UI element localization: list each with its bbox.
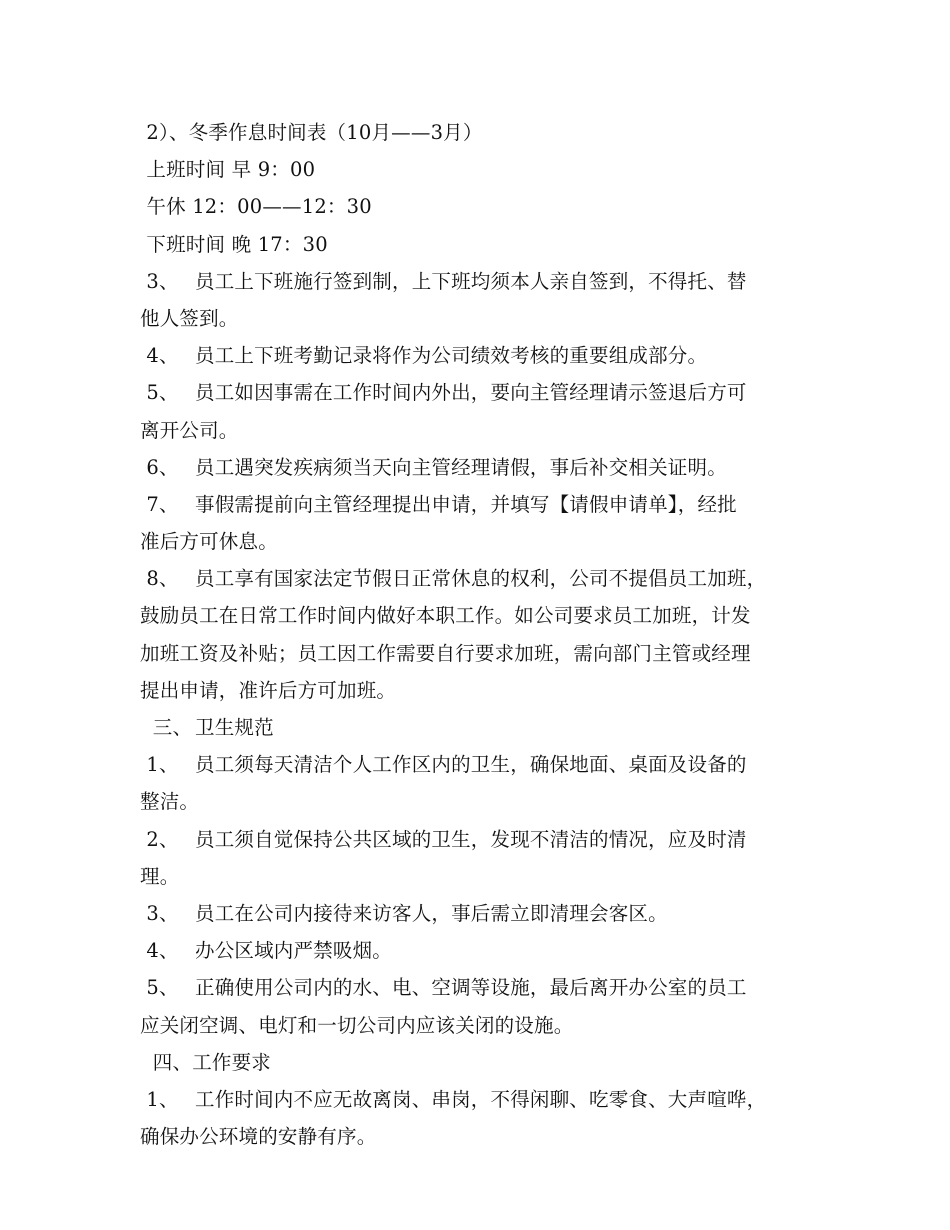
text-line: 午休 12：00——12：30 bbox=[140, 195, 372, 219]
item-number: 8、 bbox=[140, 567, 179, 591]
item-text-continued: 他人签到。 bbox=[140, 306, 239, 330]
list-item bbox=[140, 746, 820, 783]
item-text-continued: 准后方可休息。 bbox=[140, 530, 278, 554]
list-item bbox=[140, 449, 820, 486]
list-item bbox=[140, 486, 820, 523]
item-text: 员工上下班考勤记录将作为公司绩效考核的重要组成部分。 bbox=[195, 344, 708, 368]
list-item bbox=[140, 374, 820, 411]
item-text-continued: 整洁。 bbox=[140, 790, 200, 814]
item-text-continued: 提出申请，准许后方可加班。 bbox=[140, 678, 397, 702]
item-text-continued: 加班工资及补贴；员工因工作需要自行要求加班，需向部门主管或经理 bbox=[140, 641, 751, 665]
item-text-continued: 应关闭空调、电灯和一切公司内应该关闭的设施。 bbox=[140, 1013, 574, 1037]
list-item bbox=[140, 560, 820, 597]
text-line: 2）、冬季作息时间表（10月——3月） bbox=[140, 121, 483, 144]
item-text: 员工须自觉保持公共区域的卫生，发现不清洁的情况，应及时清 bbox=[195, 827, 747, 851]
item-text: 员工享有国家法定节假日正常休息的权利，公司不提倡员工加班， bbox=[195, 567, 767, 591]
list-item bbox=[140, 263, 820, 300]
text-line: 上班时间 早 9：00 bbox=[140, 158, 316, 182]
item-number: 3、 bbox=[140, 269, 179, 293]
item-text: 员工遇突发疾病须当天向主管经理请假，事后补交相关证明。 bbox=[195, 455, 727, 479]
list-item bbox=[140, 969, 820, 1006]
section-title: 卫生规范 bbox=[195, 716, 274, 739]
item-number: 7、 bbox=[140, 492, 179, 516]
list-item bbox=[140, 821, 820, 858]
item-number: 4、 bbox=[140, 344, 179, 368]
item-text: 正确使用公司内的水、电、空调等设施，最后离开办公室的员工 bbox=[195, 976, 747, 1000]
item-number: 4、 bbox=[140, 939, 179, 963]
item-text: 员工上下班施行签到制，上下班均须本人亲自签到，不得托、替 bbox=[195, 269, 747, 293]
document-body bbox=[140, 114, 820, 1155]
item-number: 3、 bbox=[140, 901, 179, 925]
item-text-continued: 理。 bbox=[140, 864, 180, 888]
list-item bbox=[140, 895, 820, 932]
item-number: 1、 bbox=[140, 753, 179, 777]
text-line: 下班时间 晚 17：30 bbox=[140, 232, 328, 256]
list-item bbox=[140, 932, 820, 969]
section-number: 三、 bbox=[140, 716, 193, 739]
item-number: 2、 bbox=[140, 827, 179, 851]
item-text: 员工须每天清洁个人工作区内的卫生，确保地面、桌面及设备的 bbox=[195, 753, 747, 777]
item-text: 员工在公司内接待来访客人，事后需立即清理会客区。 bbox=[195, 901, 668, 925]
item-text: 工作时间内不应无故离岗、串岗，不得闲聊、吃零食、大声喧哗， bbox=[195, 1087, 767, 1111]
section-heading: 四、工作要求 bbox=[140, 1050, 271, 1074]
item-text-continued: 鼓励员工在日常工作时间内做好本职工作。如公司要求员工加班，计发 bbox=[140, 604, 751, 628]
item-text-continued: 确保办公环境的安静有序。 bbox=[140, 1125, 377, 1149]
item-text: 事假需提前向主管经理提出申请，并填写【请假申请单】，经批 bbox=[195, 492, 737, 516]
item-number: 5、 bbox=[140, 976, 179, 1000]
list-item bbox=[140, 337, 820, 374]
item-number: 5、 bbox=[140, 381, 179, 405]
item-text: 员工如因事需在工作时间内外出，要向主管经理请示签退后方可 bbox=[195, 381, 747, 405]
item-text: 办公区域内严禁吸烟。 bbox=[195, 939, 393, 963]
section-heading bbox=[140, 709, 820, 746]
item-text-continued: 离开公司。 bbox=[140, 418, 239, 442]
item-number: 6、 bbox=[140, 455, 179, 479]
item-number: 1、 bbox=[140, 1087, 179, 1111]
list-item bbox=[140, 1081, 820, 1118]
